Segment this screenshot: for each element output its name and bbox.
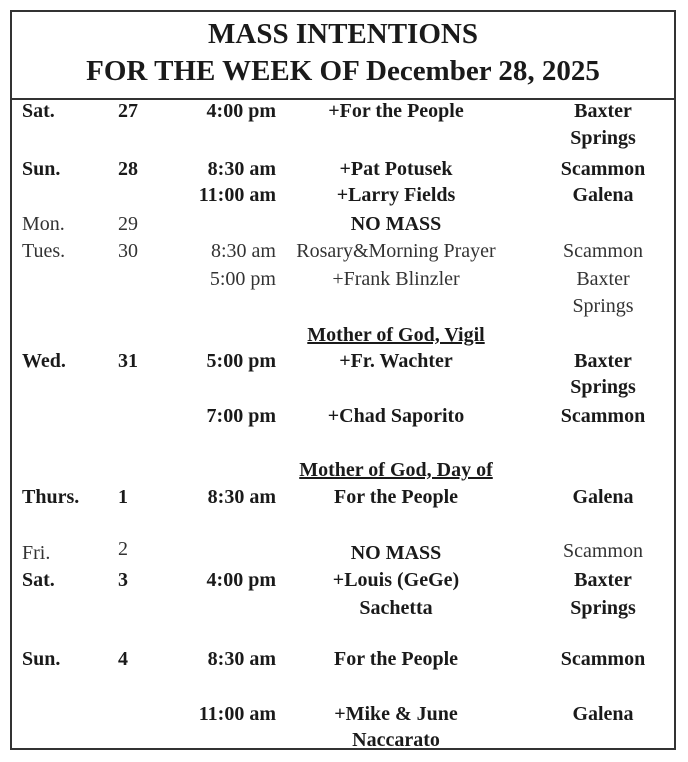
day-sat-27: Sat. <box>22 100 55 122</box>
location-tue-30-first: Scammon <box>563 240 643 262</box>
location-sun-28-second: Galena <box>572 184 634 206</box>
location-sun-28-first: Scammon <box>560 158 646 180</box>
time-sun-28-first: 8:30 am <box>207 158 276 180</box>
intention-tue-30-second: +Frank Blinzler <box>332 268 460 290</box>
intention-sat-27: +For the People <box>328 100 464 122</box>
table-header <box>12 12 674 100</box>
time-sat-3: 4:00 pm <box>206 569 276 591</box>
date-29: 29 <box>118 213 138 235</box>
time-sun-4-second: 11:00 am <box>198 703 276 725</box>
title-line-2: FOR THE WEEK OF December 28, 2025 <box>86 55 600 87</box>
intention-sun-28-first: +Pat Potusek <box>339 158 453 180</box>
date-28: 28 <box>118 158 138 180</box>
intention-sat-3-line1: +Louis (GeGe) <box>332 569 460 591</box>
day-sun-4: Sun. <box>22 648 61 670</box>
intention-sun-4-second-line1: +Mike & June <box>334 703 458 725</box>
date-4: 4 <box>118 648 128 670</box>
date-1: 1 <box>118 486 128 508</box>
location-wed-31-first-line1: Baxter <box>574 350 632 372</box>
location-tue-30-second-line2: Springs <box>572 295 634 317</box>
time-sun-4-first: 8:30 am <box>207 648 276 670</box>
time-thu-1: 8:30 am <box>207 486 276 508</box>
intention-thu-1: For the People <box>333 486 459 508</box>
location-tue-30-second-line1: Baxter <box>576 268 630 290</box>
location-sun-4-second: Galena <box>572 703 634 725</box>
date-2: 2 <box>118 538 128 560</box>
day-thu-1: Thurs. <box>22 486 80 508</box>
location-sat-27-line2: Springs <box>570 127 636 149</box>
location-thu-1: Galena <box>572 486 634 508</box>
intention-fri-2: NO MASS <box>350 542 442 564</box>
day-fri-2: Fri. <box>22 542 51 564</box>
location-sat-3-line2: Springs <box>570 597 636 619</box>
time-tue-30-second: 5:00 pm <box>209 268 276 290</box>
heading-mother-of-god-day-of: Mother of God, Day of <box>299 459 493 481</box>
intention-mon-29: NO MASS <box>350 213 442 235</box>
time-wed-31-first: 5:00 pm <box>206 350 276 372</box>
day-wed-31: Wed. <box>22 350 66 372</box>
heading-mother-of-god-vigil: Mother of God, Vigil <box>307 324 485 346</box>
intention-sun-28-second: +Larry Fields <box>336 184 456 206</box>
day-sun-28: Sun. <box>22 158 61 180</box>
intention-wed-31-first: +Fr. Wachter <box>339 350 453 372</box>
date-31: 31 <box>118 350 138 372</box>
day-mon-29: Mon. <box>22 213 65 235</box>
title-line-1: MASS INTENTIONS <box>208 18 478 50</box>
day-tue-30: Tues. <box>22 240 66 262</box>
location-sat-3-line1: Baxter <box>574 569 632 591</box>
intention-tue-30-first: Rosary&Morning Prayer <box>296 240 496 262</box>
intention-sun-4-first: For the People <box>333 648 459 670</box>
location-sat-27-line1: Baxter <box>574 100 632 122</box>
date-27: 27 <box>118 100 138 122</box>
intention-sun-4-second-line2: Naccarato <box>352 729 440 751</box>
intention-wed-31-second: +Chad Saporito <box>327 405 465 427</box>
location-wed-31-first-line2: Springs <box>570 376 636 398</box>
time-sat-27: 4:00 pm <box>206 100 276 122</box>
day-sat-3: Sat. <box>22 569 55 591</box>
intention-sat-3-line2: Sachetta <box>359 597 433 619</box>
time-sun-28-second: 11:00 am <box>198 184 276 206</box>
location-fri-2: Scammon <box>563 540 643 562</box>
time-wed-31-second: 7:00 pm <box>206 405 276 427</box>
time-tue-30-first: 8:30 am <box>211 240 276 262</box>
date-30: 30 <box>118 240 138 262</box>
date-3: 3 <box>118 569 128 591</box>
location-wed-31-second: Scammon <box>560 405 646 427</box>
location-sun-4-first: Scammon <box>560 648 646 670</box>
